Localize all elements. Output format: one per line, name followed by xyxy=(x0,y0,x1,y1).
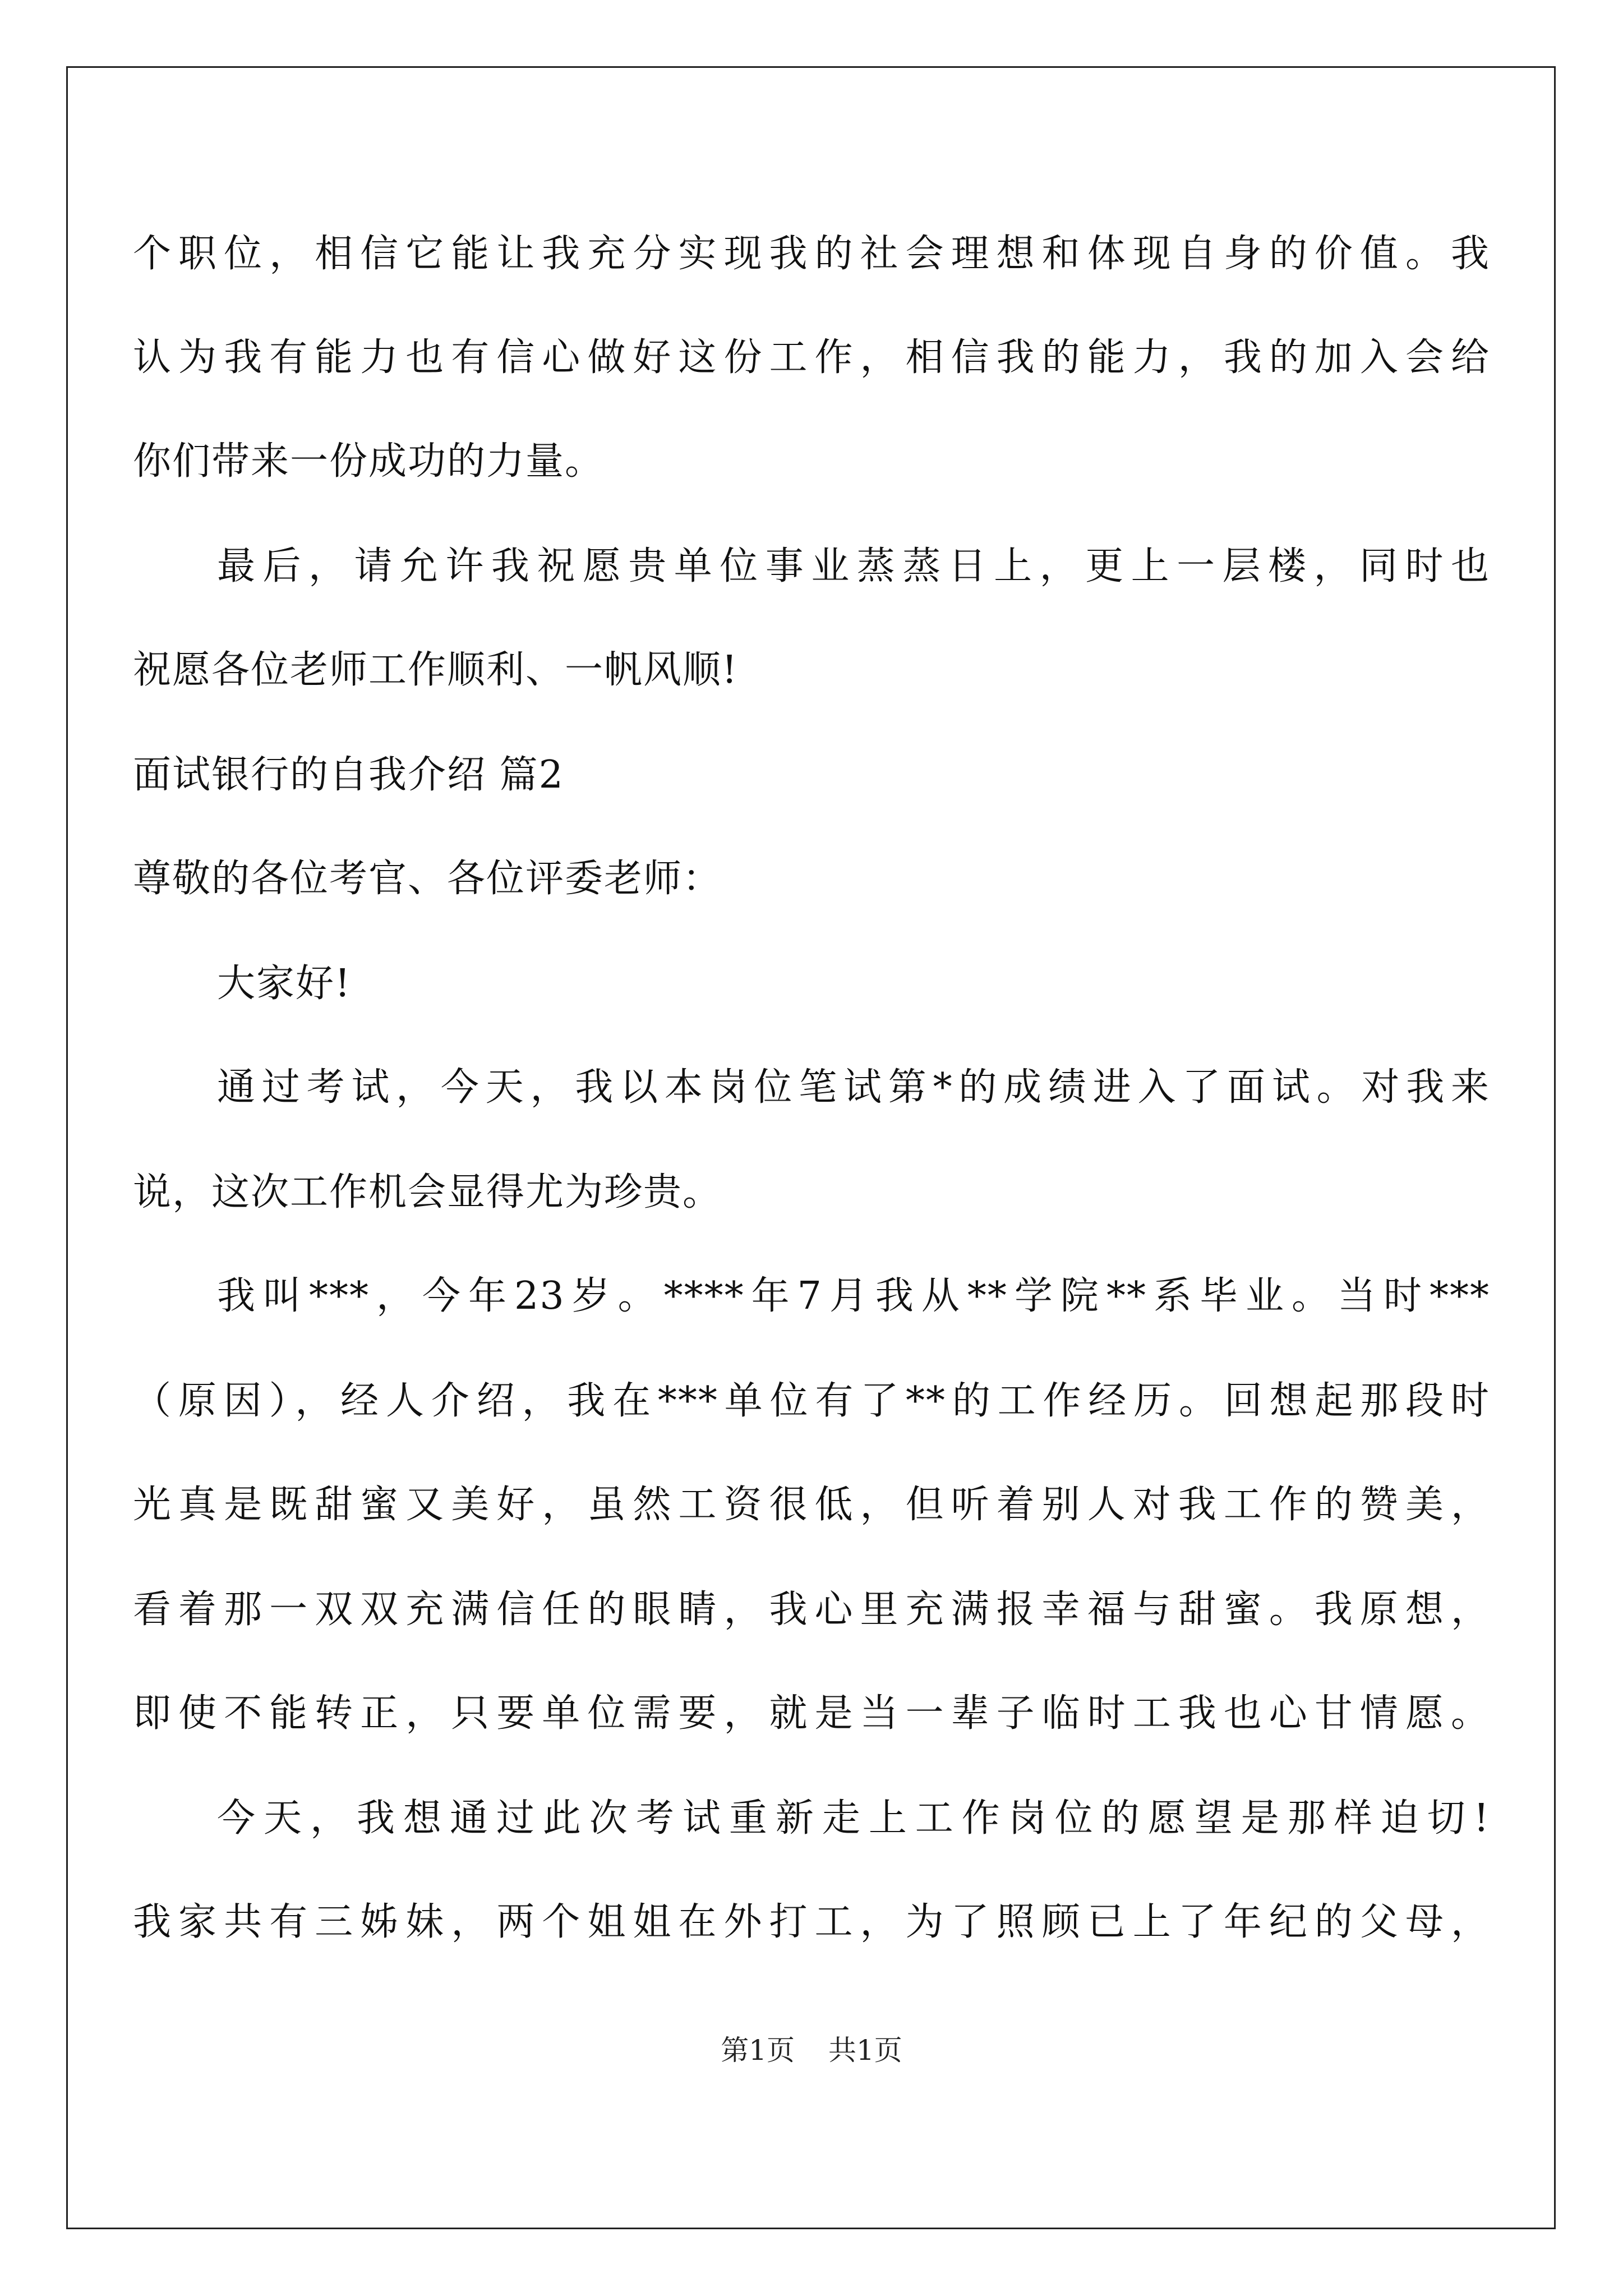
page-number: 第1页 xyxy=(721,2034,795,2067)
text-line: 通过考试，今天，我以本岗位笔试第*的成绩进入了面试。对我来 xyxy=(217,1065,1490,1110)
section-heading: 面试银行的自我介绍 篇2 xyxy=(133,753,564,797)
salutation: 尊敬的各位考官、各位评委老师： xyxy=(133,857,722,901)
text-line: （原因），经人介绍，我在***单位有了**的工作经历。回想起那段时 xyxy=(133,1379,1490,1423)
text-line: 我叫***，今年23岁。****年7月我从**学院**系毕业。当时*** xyxy=(217,1274,1490,1318)
page-total: 共1页 xyxy=(828,2034,902,2067)
page-footer xyxy=(0,2025,1623,2076)
text-line: 个职位，相信它能让我充分实现我的社会理想和体现自身的价值。我 xyxy=(133,232,1490,276)
text-line: 看着那一双双充满信任的眼睛，我心里充满报幸福与甜蜜。我原想， xyxy=(133,1588,1490,1632)
text-line: 说，这次工作机会显得尤为珍贵。 xyxy=(133,1170,722,1214)
text-line: 最后，请允许我祝愿贵单位事业蒸蒸日上，更上一层楼，同时也 xyxy=(217,544,1490,588)
text-line: 你们带来一份成功的力量。 xyxy=(133,439,605,484)
greeting: 大家好! xyxy=(217,961,352,1006)
text-line: 我家共有三姊妹，两个姐姐在外打工，为了照顾已上了年纪的父母， xyxy=(133,1900,1490,1944)
text-line: 认为我有能力也有信心做好这份工作，相信我的能力，我的加入会给 xyxy=(133,335,1490,380)
text-line: 今天，我想通过此次考试重新走上工作岗位的愿望是那样迫切! xyxy=(217,1796,1490,1841)
text-line: 祝愿各位老师工作顺利、一帆风顺! xyxy=(133,648,739,692)
text-line: 即使不能转正，只要单位需要，就是当一辈子临时工我也心甘情愿。 xyxy=(133,1691,1490,1736)
text-line: 光真是既甜蜜又美好，虽然工资很低，但听着别人对我工作的赞美， xyxy=(133,1483,1490,1527)
